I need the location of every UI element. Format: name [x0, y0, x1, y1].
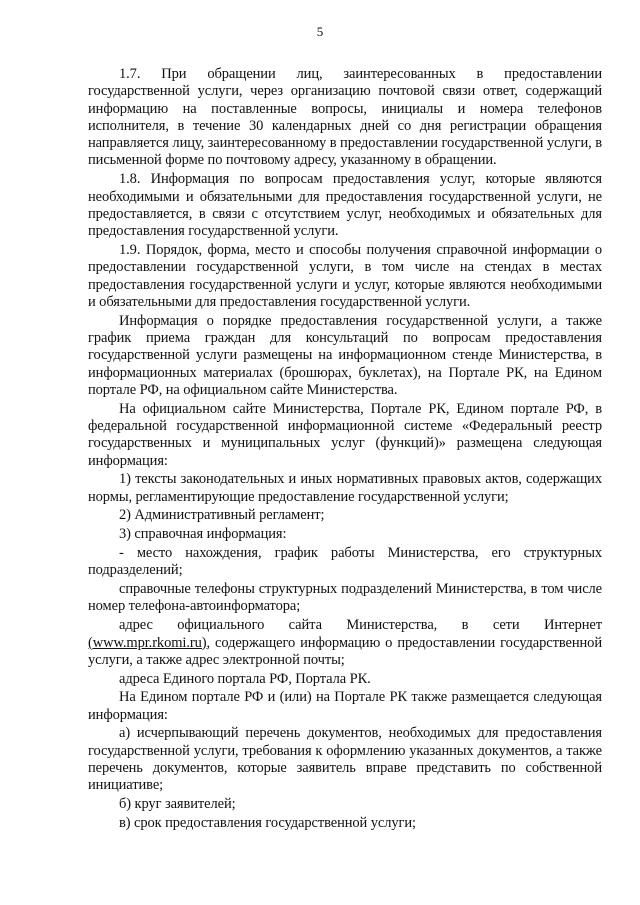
document-body — [88, 66, 602, 834]
list-item-a: а) исчерпывающий перечень документов, необходимых для предоставления государственной услуги, требования к оформлению указанных документов, а также перечень документов, которые заявитель вправе представить по собственной инициативе; — [88, 725, 602, 794]
paragraph-info-placement: Информация о порядке предоставления государственной услуги, а также график приема граждан для консультаций по вопросам предоставления государственной услуги размещены на информационном стенде Министерства, в информационных материалах (брошюрах, буклетах), на Портале РК, на Едином портале РФ, на официальном сайте Министерства. — [88, 312, 602, 398]
list-item-2: 2) Административный регламент; — [119, 507, 325, 524]
paragraph-official-site: На официальном сайте Министерства, Портале РК, Едином портале РФ, в федеральной государственной информационной системе «Федеральный реестр государственных и муниципальных услуг (функций)» размещена следующая информация: — [88, 400, 602, 469]
list-subitem-website — [88, 617, 602, 669]
list-subitem-phones: справочные телефоны структурных подразделений Министерства, в том числе номер телефона-автоинформатора; — [88, 581, 602, 615]
list-item-3: 3) справочная информация: — [119, 526, 287, 543]
list-item-b: б) круг заявителей; — [119, 796, 236, 813]
page-number: 5 — [316, 24, 324, 39]
website-text-after: , содержащего информацию о предоставлении государственной услуги, а также адрес электронной почты; — [88, 634, 602, 668]
list-subitem-location: - место нахождения, график работы Министерства, его структурных подразделений; — [88, 545, 602, 579]
list-item-1: 1) тексты законодательных и иных нормативных правовых актов, содержащих нормы, регламентирующие предоставление государственной услуги; — [88, 471, 602, 505]
list-subitem-portals: адреса Единого портала РФ, Портала РК. — [119, 670, 371, 687]
paragraph-1-9: 1.9. Порядок, форма, место и способы получения справочной информации о предоставлении государственной услуги, в том числе на стендах в местах предоставления государственной услуги и услуг, которые являются необходимыми и обязательными для предоставления государственной услуги. — [88, 241, 602, 310]
list-item-v: в) срок предоставления государственной услуги; — [119, 814, 416, 831]
paragraph-1-8: 1.8. Информация по вопросам предоставления услуг, которые являются необходимыми и обязательными для предоставления государственной услуги, не предоставляется, в связи с отсутствием услуг, необходимых и обязательных для предоставления государственной услуги. — [88, 171, 602, 240]
website-link[interactable]: (www.mpr.rkomi.ru) — [88, 634, 207, 651]
paragraph-portal-info: На Едином портале РФ и (или) на Портале РК также размещается следующая информация: — [88, 689, 602, 723]
paragraph-1-7: 1.7. При обращении лиц, заинтересованных в предоставлении государственной услуги, через организацию почтовой связи ответ, содержащий информацию на поставленные вопросы, инициалы и номера телефонов исполнителя, в течение 30 календарных дней со дня регистрации обращения направляется лицу, заинтересованному в предоставлении государственной услуги, в письменной форме по почтовому адресу, указанному в обращении. — [88, 66, 602, 169]
website-text-before: адрес официального сайта Министерства, в сети Интернет — [119, 617, 602, 634]
